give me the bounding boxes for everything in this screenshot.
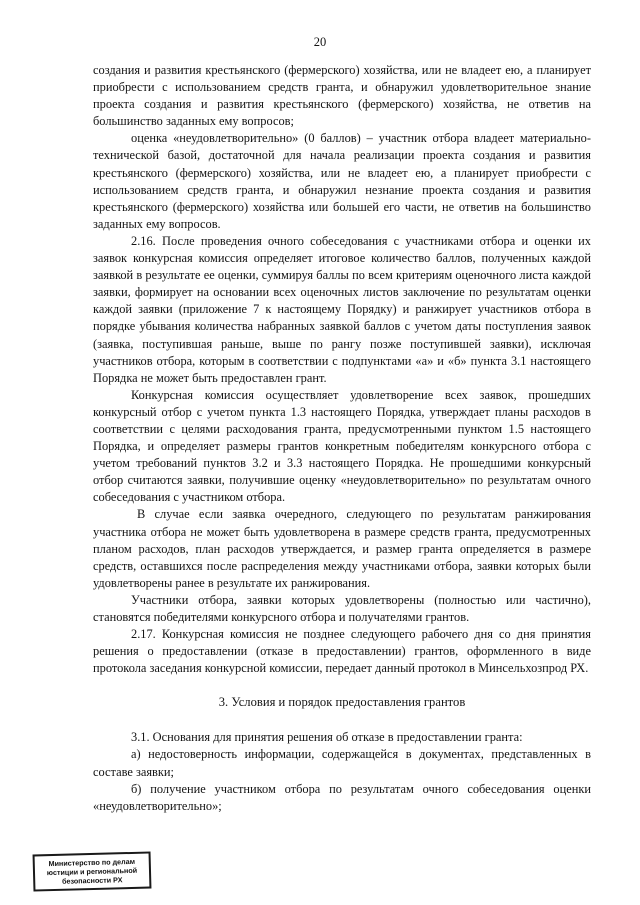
paragraph-commission: Конкурсная комиссия осуществляет удовлетворение всех заявок, прошедших конкурсный отбор с учетом пункта 1.3 настоящего Порядка, утверждает планы расходов в соответствии с целями расходования гранта, предусмотренными пунктом 1.5 настоящего Порядка, и определяет размеры грантов конкретным победителям конкурсного отбора с учетом требований пунктов 3.2 и 3.3 настоящего Порядка. Не прошедшими конкурсный отбор считаются заявки, получившие оценку «неудовлетворительно» по результатам очного собеседования с участником отбора.	[93, 387, 591, 505]
stamp-line: Министерство по делам	[48, 856, 136, 869]
ministry-stamp	[33, 851, 152, 891]
paragraph-continuation: создания и развития крестьянского (фермерского) хозяйства, или не владеет ею, а планирует приобрести с использованием средств гранта, и обнаружил удовлетворительное знание проекта создания и развития крестьянского (фермерского) хозяйства, не ответив на большинство заданных ему вопросов;	[93, 63, 591, 129]
stamp-line: безопасности РХ	[61, 875, 123, 886]
paragraph-2-17: 2.17. Конкурсная комиссия не позднее следующего рабочего дня со дня принятия решения о предоставлении (отказе в предоставлении) грантов, оформленного в виде протокола заседания конкурсной комиссии, передает данный протокол в Минсельхозпрод РХ.	[93, 627, 591, 676]
paragraph-rating-unsatisfactory: оценка «неудовлетворительно» (0 баллов) – участник отбора владеет материально-технической базой, достаточной для начала реализации проекта создания и развития крестьянского (фермерского) хозяйства, или не владеет ею, а планирует приобрести с использованием средств гранта, и обнаружил незнание проекта создания и развития крестьянского (фермерского) хозяйства или большей его части, не ответив на большинство заданных ему вопросов.	[93, 131, 591, 231]
page-number: 20	[313, 35, 327, 49]
paragraph-winners: Участники отбора, заявки которых удовлетворены (полностью или частично), становятся победителями конкурсного отбора и получателями грантов.	[93, 592, 591, 624]
paragraph-ranking: В случае если заявка очередного, следующего по результатам ранжирования участника отбора не может быть удовлетворена в размере средств гранта, предусмотренных планом расходов, план расходов утверждается, и размер гранта определяется в размере средств, оставшихся после распределения между участниками отбора, заявки которых были удовлетворены ранее в результате их ранжирования.	[93, 507, 591, 590]
document-body	[93, 62, 591, 815]
section-heading: 3. Условия и порядок предоставления грантов	[218, 695, 466, 710]
paragraph-3-1: 3.1. Основания для принятия решения об отказе в предоставлении гранта:	[131, 730, 523, 745]
paragraph-2-16: 2.16. После проведения очного собеседования с участниками отбора и оценки их заявок конкурсная комиссия определяет итоговое количество баллов, полученных каждой заявкой в результате ее оценки, суммируя баллы по всем критериям оценочного листа каждой заявки, формирует на основании всех оценочных листов заключение по результатам оценки каждой заявки (приложение 7 к настоящему Порядку) и ранжирует участников отбора в порядке убывания количества набранных заявкой баллов с учетом даты поступления заявок (заявка, поступившая раньше, выше по рангу позже поступившей заявки), исключая участников отбора, которым в соответствии с подпунктами «а» и «б» пункта 3.1 настоящего Порядка не может быть предоставлен грант.	[93, 233, 591, 385]
paragraph-3-1-a: а) недостоверность информации, содержащейся в документах, представленных в составе заявки;	[93, 747, 591, 779]
paragraph-3-1-b: б) получение участником отбора по результатам очного собеседования оценки «неудовлетворительно»;	[93, 781, 591, 813]
stamp-line: юстиции и региональной	[46, 865, 138, 878]
